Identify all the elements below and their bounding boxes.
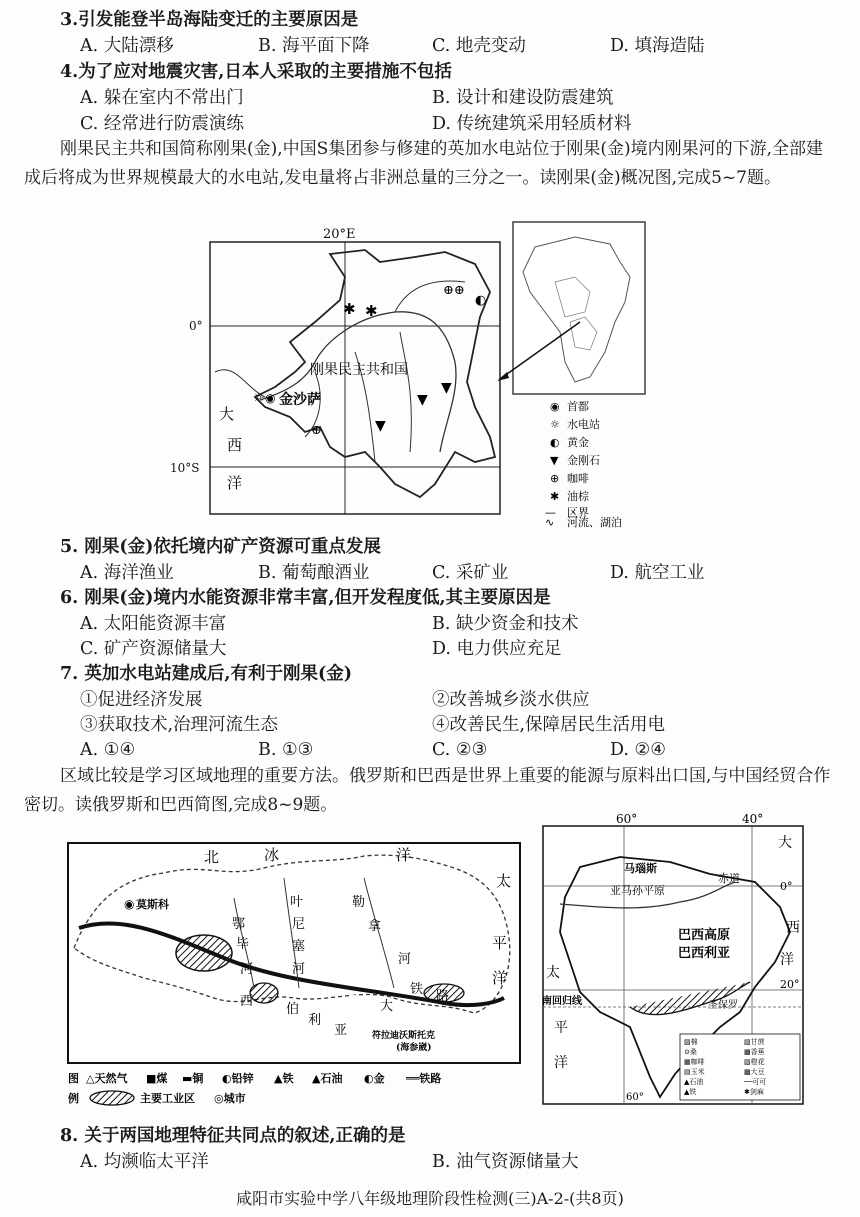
q7-statement-4: ④改善民生,保障居民生活用电 bbox=[432, 715, 666, 735]
lon-label: 20°E bbox=[323, 227, 356, 242]
q5-option-b[interactable]: B. 葡萄酿酒业 bbox=[258, 563, 370, 583]
brasilia-label: 巴西利亚 bbox=[678, 946, 731, 961]
r-legend-0: △天然气 bbox=[86, 1072, 128, 1085]
oil-palm-icon: ✱ bbox=[343, 300, 356, 318]
ocean-top-3: 洋 bbox=[396, 846, 412, 864]
region-char-2: 伯 bbox=[286, 1002, 300, 1017]
coffee-icon: ⊕⊕ bbox=[443, 283, 465, 298]
region-char-7: 路 bbox=[436, 989, 450, 1004]
legend-symbol-7: ∿ bbox=[545, 516, 555, 529]
vlad-label: 符拉迪沃斯托克 bbox=[372, 1031, 436, 1041]
r-legend-8: 主要工业区 bbox=[140, 1092, 195, 1105]
russia-map bbox=[64, 838, 526, 1108]
legend-symbol-1: ☼ bbox=[550, 418, 560, 431]
brazil-map bbox=[540, 812, 808, 1106]
r-legend-4: ▲铁 bbox=[274, 1072, 294, 1085]
br-ocean-left-1: 太 bbox=[546, 965, 560, 981]
q3-stem: 3.引发能登半岛海陆变迁的主要原因是 bbox=[60, 10, 359, 30]
q6-option-d[interactable]: D. 电力供应充足 bbox=[432, 639, 562, 659]
br-ocean-left-2: 平 bbox=[554, 1020, 568, 1036]
gold-icon: ◐ bbox=[475, 293, 487, 308]
b-legend-3: ▤玉米 bbox=[684, 1068, 705, 1076]
legend-label-5: 油棕 bbox=[567, 490, 589, 503]
industrial-zone-1 bbox=[176, 935, 232, 971]
river-char-7: 河 bbox=[292, 962, 306, 977]
q5-option-a[interactable]: A. 海洋渔业 bbox=[80, 563, 174, 583]
b-legend-7: ▩香蕉 bbox=[744, 1048, 765, 1056]
q8-option-b[interactable]: B. 油气资源储量大 bbox=[432, 1152, 579, 1172]
legend-symbol-3: ▼ bbox=[550, 454, 559, 467]
br-ocean-right-2: 西 bbox=[786, 920, 800, 936]
q3-option-d[interactable]: D. 填海造陆 bbox=[610, 36, 705, 56]
br-ocean-right-1: 大 bbox=[778, 835, 792, 851]
africa-inset bbox=[513, 222, 645, 394]
plateau-label: 巴西高原 bbox=[678, 928, 731, 943]
ocean-right-1: 太 bbox=[496, 872, 512, 890]
q4-option-c[interactable]: C. 经常进行防震演练 bbox=[80, 114, 244, 134]
b-legend-11: ✱剑麻 bbox=[744, 1088, 764, 1096]
tropic-label: 南回归线 bbox=[542, 996, 582, 1007]
legend-head2: 例 bbox=[68, 1092, 79, 1105]
ocean-right-3: 洋 bbox=[492, 969, 508, 987]
moscow-label: 莫斯科 bbox=[136, 898, 169, 911]
diamond-icon-3: ▼ bbox=[375, 418, 386, 434]
legend-label-1: 水电站 bbox=[567, 418, 600, 431]
region-char-4: 亚 bbox=[334, 1023, 348, 1038]
q7-statement-3: ③获取技术,治理河流生态 bbox=[80, 715, 279, 735]
ocean-char-2: 西 bbox=[227, 436, 243, 454]
b-legend-4: ▲石油 bbox=[684, 1078, 704, 1086]
river-char-6: 塞 bbox=[292, 939, 306, 954]
region-char-5: 大 bbox=[380, 999, 394, 1014]
r-legend-9: ◎城市 bbox=[214, 1092, 246, 1105]
river-char-2: 毕 bbox=[236, 937, 250, 952]
region-char-1: 西 bbox=[240, 994, 254, 1009]
q6-option-c[interactable]: C. 矿产资源储量大 bbox=[80, 639, 227, 659]
legend-industrial-swatch bbox=[90, 1091, 134, 1105]
legend-label-3: 金刚石 bbox=[567, 454, 600, 467]
coffee-icon-2: ⊕ bbox=[311, 423, 322, 438]
q6-stem: 6. 刚果(金)境内水能资源非常丰富,但开发程度低,其主要原因是 bbox=[60, 588, 551, 608]
q6-option-a[interactable]: A. 太阳能资源丰富 bbox=[80, 614, 227, 634]
region-char-6: 铁 bbox=[410, 982, 424, 997]
industrial-zone-2 bbox=[250, 983, 278, 1003]
congo-legend bbox=[545, 399, 622, 529]
river-char-5: 尼 bbox=[292, 917, 306, 932]
river-char-1: 鄂 bbox=[232, 917, 246, 932]
lat0-label: 0° bbox=[189, 319, 203, 333]
river-char-9: 拿 bbox=[368, 919, 382, 934]
q7-statement-1: ①促进经济发展 bbox=[80, 690, 203, 710]
passage-russia-brazil: 区域比较是学习区域地理的重要方法。俄罗斯和巴西是世界上重要的能源与原料出口国,与中国经贸合作密切。读俄罗斯和巴西简图,完成8~9题。 bbox=[24, 766, 831, 815]
r-legend-7: ══铁路 bbox=[406, 1072, 442, 1085]
ocean-top-1: 北 bbox=[204, 848, 220, 866]
vlad2-label: (海参崴) bbox=[396, 1043, 432, 1053]
legend-symbol-6: — bbox=[545, 506, 556, 519]
b-legend-2: ▦咖啡 bbox=[684, 1058, 705, 1066]
q4-option-b[interactable]: B. 设计和建设防震建筑 bbox=[432, 88, 614, 108]
b-legend-5: ▲铁 bbox=[684, 1088, 697, 1096]
saopaulo-label: 圣保罗 bbox=[708, 1000, 738, 1011]
q6-option-b[interactable]: B. 缺少资金和技术 bbox=[432, 614, 579, 634]
b-legend-0: ▨棉 bbox=[684, 1038, 698, 1046]
legend-symbol-0: ◉ bbox=[550, 400, 560, 413]
river-char-8: 勒 bbox=[352, 895, 366, 910]
capital-label: 金沙萨 bbox=[279, 392, 321, 408]
ocean-top-2: 冰 bbox=[264, 846, 280, 864]
river-3 bbox=[400, 332, 411, 452]
bottom60-label: 60° bbox=[626, 1092, 644, 1103]
q3-option-b[interactable]: B. 海平面下降 bbox=[258, 36, 370, 56]
q4-option-a[interactable]: A. 躲在室内不常出门 bbox=[80, 88, 244, 108]
lat10-label: 10°S bbox=[170, 461, 200, 475]
lon40-label: 40° bbox=[742, 812, 764, 826]
q7-option-d[interactable]: D. ②④ bbox=[610, 740, 666, 760]
q4-stem: 4.为了应对地震灾害,日本人采取的主要措施不包括 bbox=[60, 62, 452, 82]
passage-congo: 刚果民主共和国简称刚果(金),中国S集团参与修建的英加水电站位于刚果(金)境内刚果河的下游,全部建成后将成为世界规模最大的水电站,发电量将占非洲总量的三分之一。读刚果(金)概况图,完成5~7题。 bbox=[24, 139, 823, 188]
legend-symbol-5: ✱ bbox=[550, 490, 560, 503]
b-legend-1: ⊙桑 bbox=[684, 1048, 697, 1056]
country-label: 刚果民主共和国 bbox=[310, 362, 408, 378]
r-legend-3: ◐铅锌 bbox=[222, 1072, 254, 1085]
legend-head: 图 bbox=[68, 1072, 79, 1085]
b-legend-9: ▩大豆 bbox=[744, 1068, 765, 1076]
page-footer: 咸阳市实验中学八年级地理阶段性检测(三)A-2-(共8页) bbox=[236, 1189, 624, 1208]
congo-map bbox=[170, 222, 650, 529]
hydro-station-icon: ☼ bbox=[253, 391, 265, 406]
q7-option-b[interactable]: B. ①③ bbox=[258, 740, 314, 760]
region-char-3: 利 bbox=[308, 1013, 322, 1028]
amazon-label: 亚马孙平原 bbox=[610, 884, 665, 897]
equator-label: 赤道 bbox=[718, 872, 740, 885]
ocean-char-1: 大 bbox=[219, 405, 235, 423]
river-char-10: 河 bbox=[398, 952, 412, 967]
q5-stem: 5. 刚果(金)依托境内矿产资源可重点发展 bbox=[60, 537, 381, 557]
river-char-4: 叶 bbox=[290, 895, 304, 910]
oil-palm-icon-2: ✱ bbox=[365, 302, 378, 320]
twenty-label: 20° bbox=[780, 978, 800, 991]
legend-label-6: 区界 bbox=[567, 506, 589, 519]
diamond-icon: ▼ bbox=[441, 380, 452, 396]
russia-legend bbox=[68, 1071, 441, 1105]
zero-label: 0° bbox=[780, 880, 793, 893]
q5-option-c[interactable]: C. 采矿业 bbox=[432, 563, 509, 583]
capital-icon: ◉ bbox=[265, 391, 276, 405]
legend-symbol-2: ◐ bbox=[550, 436, 560, 449]
legend-label-2: 黄金 bbox=[567, 436, 589, 449]
legend-symbol-4: ⊕ bbox=[550, 472, 560, 485]
q7-option-c[interactable]: C. ②③ bbox=[432, 740, 488, 760]
moscow-icon: ◉ bbox=[124, 897, 135, 911]
q3-option-a[interactable]: A. 大陆漂移 bbox=[80, 36, 174, 56]
legend-label-4: 咖啡 bbox=[567, 472, 589, 485]
diamond-icon-2: ▼ bbox=[417, 392, 428, 408]
q4-option-d[interactable]: D. 传统建筑采用轻质材料 bbox=[432, 114, 632, 134]
legend-label-7: 河流、湖泊 bbox=[567, 516, 622, 529]
b-legend-8: ▨橙花 bbox=[744, 1058, 765, 1066]
river-char-3: 河 bbox=[240, 962, 254, 977]
b-legend-6: ▨甘蔗 bbox=[744, 1038, 765, 1046]
r-legend-1: ■煤 bbox=[146, 1072, 168, 1085]
ocean-char-3: 洋 bbox=[227, 474, 243, 492]
br-ocean-left-3: 洋 bbox=[554, 1055, 568, 1071]
q7-statement-2: ②改善城乡淡水供应 bbox=[432, 690, 590, 710]
q7-option-a[interactable]: A. ①④ bbox=[80, 740, 136, 760]
congo-river bbox=[260, 312, 456, 452]
r-legend-2: ▬铜 bbox=[182, 1072, 204, 1085]
r-legend-5: ▲石油 bbox=[312, 1072, 343, 1085]
lon60-label: 60° bbox=[616, 812, 638, 826]
q8-option-a[interactable]: A. 均濒临太平洋 bbox=[80, 1152, 209, 1172]
r-legend-6: ◐金 bbox=[364, 1072, 385, 1085]
ocean-right-2: 平 bbox=[492, 934, 508, 952]
q7-stem: 7. 英加水电站建成后,有利于刚果(金) bbox=[60, 664, 353, 684]
br-ocean-right-3: 洋 bbox=[780, 952, 794, 968]
manaus-label: 马瑙斯 bbox=[624, 862, 657, 875]
q3-option-c[interactable]: C. 地壳变动 bbox=[432, 36, 526, 56]
brazil-legend bbox=[680, 1034, 800, 1100]
b-legend-10: ──可可 bbox=[744, 1078, 767, 1086]
q8-stem: 8. 关于两国地理特征共同点的叙述,正确的是 bbox=[60, 1126, 406, 1146]
legend-label-0: 首都 bbox=[567, 400, 589, 413]
q5-option-d[interactable]: D. 航空工业 bbox=[610, 563, 705, 583]
